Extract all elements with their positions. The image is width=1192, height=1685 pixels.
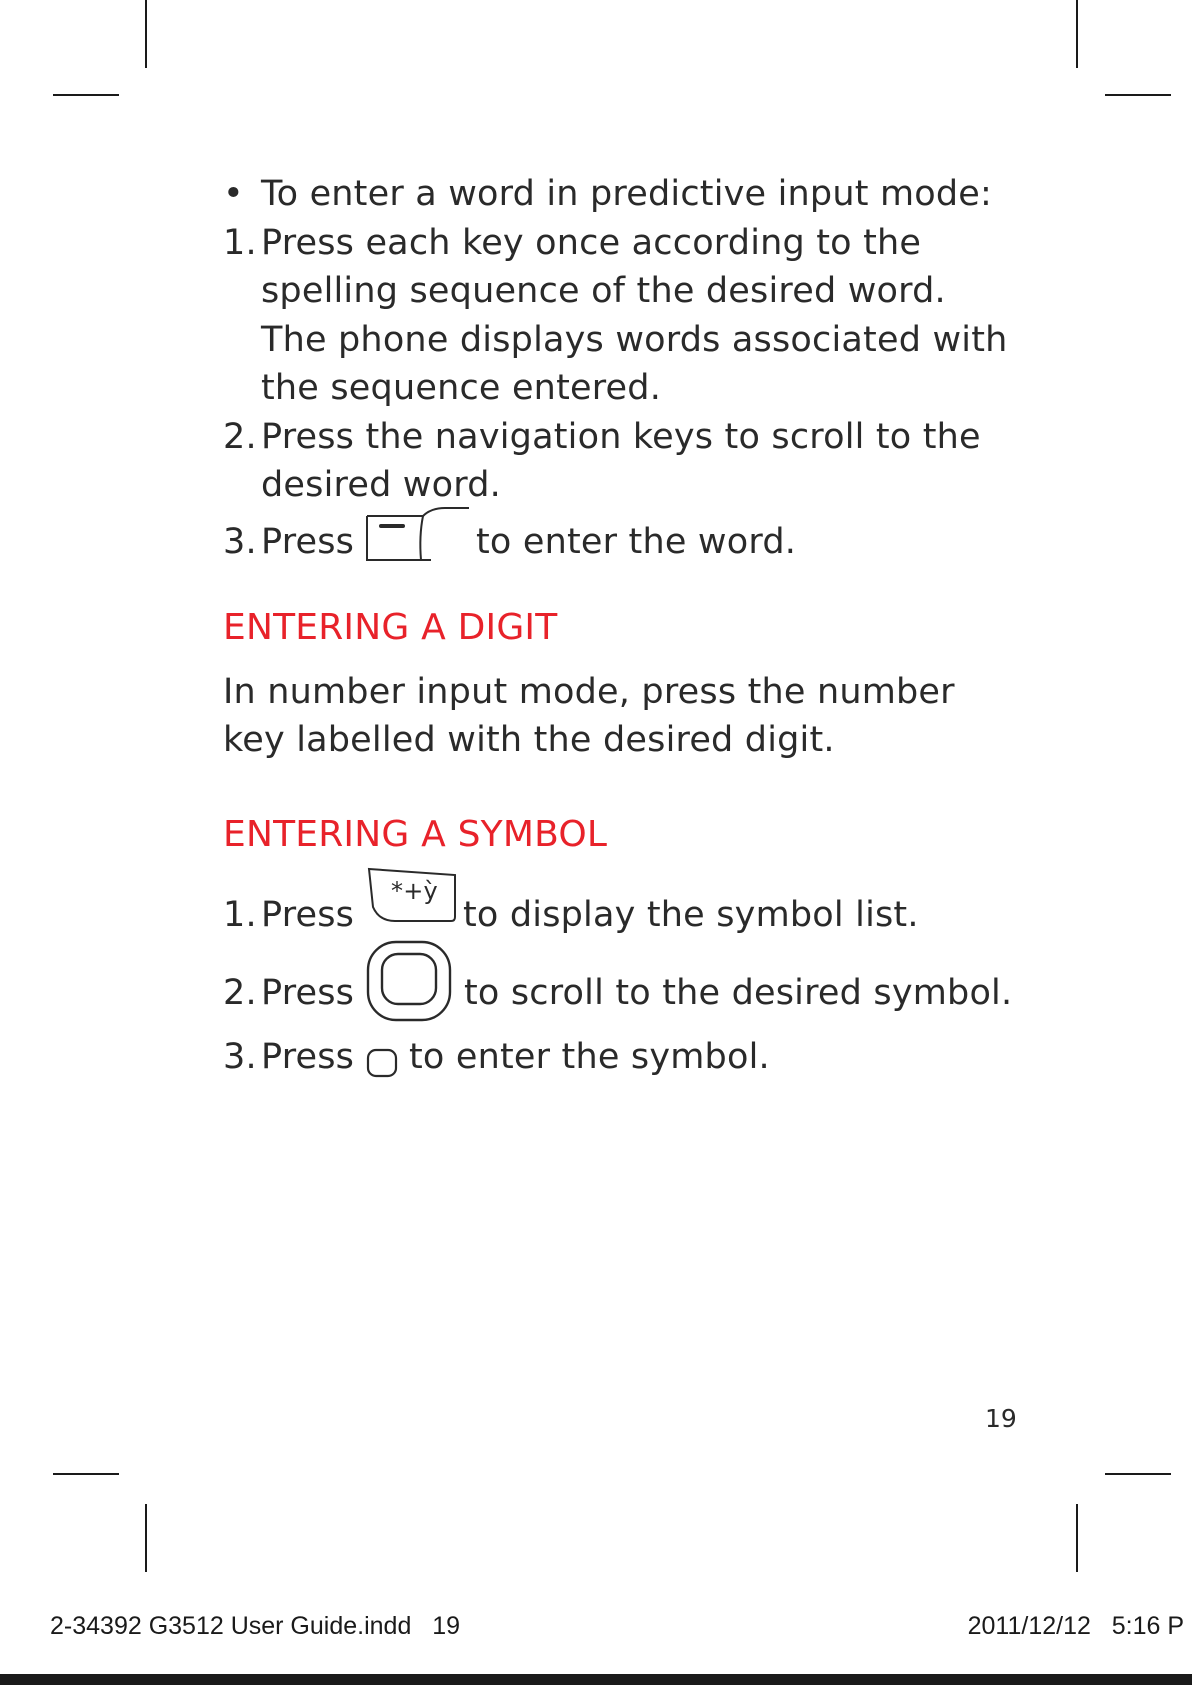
crop-mark [1076, 1504, 1078, 1572]
crop-mark [53, 1473, 119, 1475]
step-text-after: to enter the word. [476, 521, 797, 562]
step-line: desired word. [261, 465, 501, 505]
footer-file-info: 2-34392 G3512 User Guide.indd 19 [50, 1612, 460, 1640]
step-number: 1. [223, 222, 257, 263]
bullet-text: To enter a word in predictive input mode: [261, 174, 992, 214]
step-line: the sequence entered. [261, 368, 662, 408]
step-text-after: to display the symbol list. [463, 894, 919, 935]
star-key-icon [365, 867, 459, 939]
step-text-before: Press [261, 521, 355, 562]
step-3 [223, 512, 1023, 572]
step-text-after: to scroll to the desired symbol. [464, 972, 1013, 1013]
step-text-before: Press [261, 972, 355, 1013]
digit-line: key labelled with the desired digit. [223, 720, 835, 760]
step-1 [223, 219, 1023, 413]
crop-mark [53, 94, 119, 96]
step-text-before: Press [261, 1036, 355, 1077]
ok-key-icon [366, 1043, 398, 1092]
symbol-step-3 [223, 1033, 1023, 1083]
step-line: spelling sequence of the desired word. [261, 271, 946, 311]
step-line: Press each key once according to the [261, 222, 922, 263]
crop-mark [145, 0, 147, 68]
step-number: 1. [223, 894, 257, 935]
crop-mark [1105, 1473, 1171, 1475]
step-number: 3. [223, 1036, 257, 1077]
symbol-step-1 [223, 867, 1023, 939]
step-text-before: Press [261, 894, 355, 935]
bottom-edge [0, 1674, 1192, 1685]
step-number: 2. [223, 972, 257, 1013]
section-heading-digit: ENTERING A DIGIT [223, 606, 558, 648]
step-number: 3. [223, 521, 257, 562]
step-2 [223, 413, 1023, 510]
footer-timestamp: 2011/12/12 5:16 P [967, 1612, 1184, 1640]
step-text-after: to enter the symbol. [409, 1036, 770, 1077]
soft-key-icon [365, 506, 469, 578]
step-line: Press the navigation keys to scroll to the [261, 416, 981, 457]
symbol-step-2 [223, 945, 1023, 1033]
step-line: The phone displays words associated with [261, 319, 1008, 360]
navigation-key-icon [365, 939, 453, 1037]
star-key-label: *+ỳ [391, 876, 438, 905]
section-heading-symbol: ENTERING A SYMBOL [223, 813, 608, 855]
page-number: 19 [985, 1404, 1017, 1433]
page-content [223, 170, 1023, 1083]
crop-mark [145, 1504, 147, 1572]
bullet-marker: • [223, 174, 244, 214]
digit-paragraph [223, 668, 1023, 765]
bullet-item [223, 170, 1023, 219]
crop-mark [1105, 94, 1171, 96]
step-number: 2. [223, 416, 257, 457]
crop-mark [1076, 0, 1078, 68]
digit-line: In number input mode, press the number [223, 671, 955, 712]
